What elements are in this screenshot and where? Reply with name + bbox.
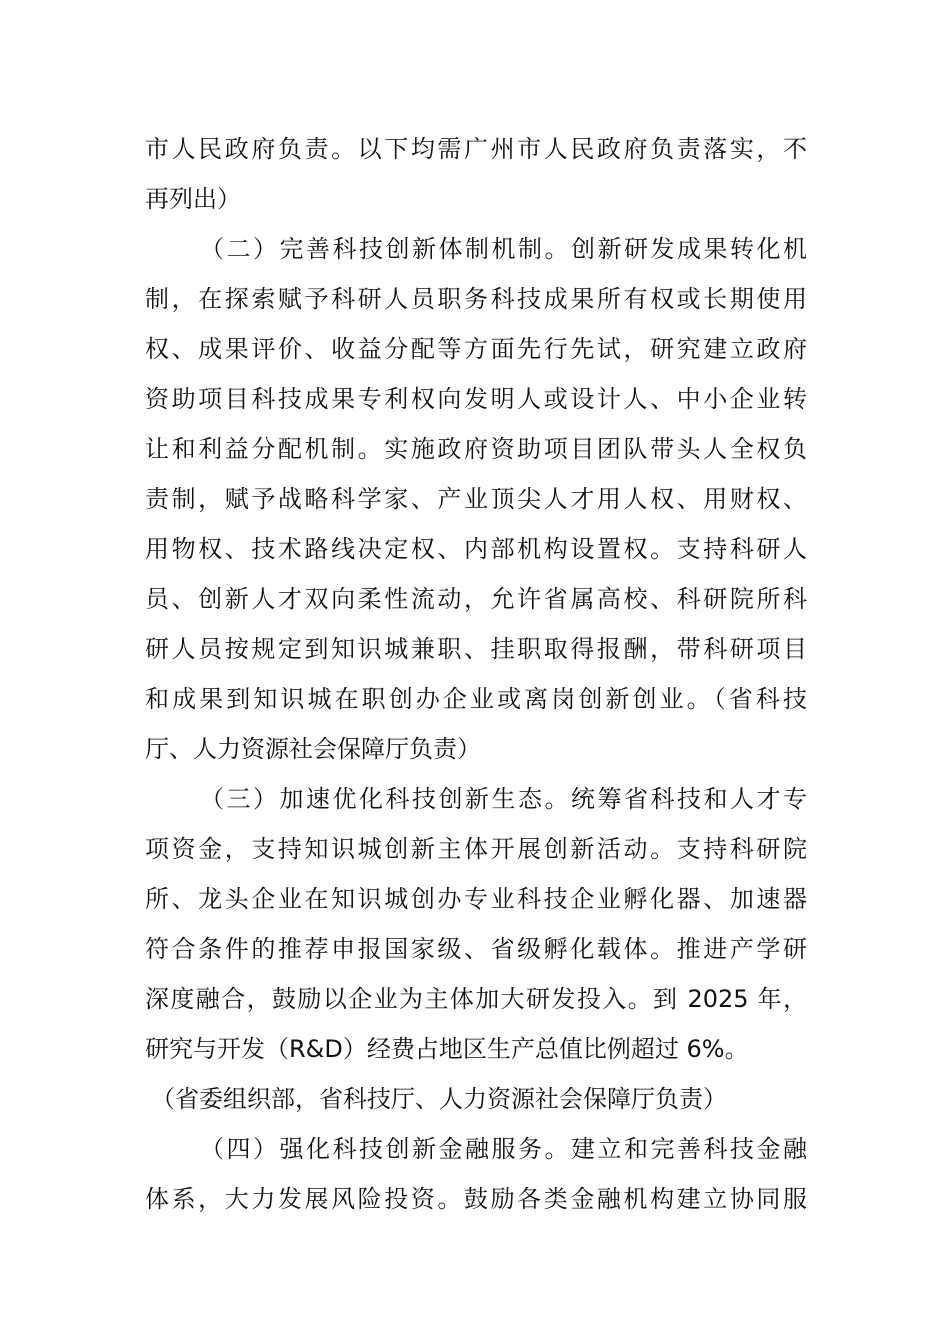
text-line: 体系，大力发展风险投资。鼓励各类金融机构建立协同服 [145, 1185, 807, 1213]
text-line: 责制，赋予战略科学家、产业顶尖人才用人权、用财权、 [145, 485, 807, 513]
text-line: 制，在探索赋予科研人员职务科技成果所有权或长期使用 [145, 285, 807, 313]
text-line: 员、创新人才双向柔性流动，允许省属高校、科研院所科 [145, 585, 807, 613]
section-heading-line: （三）加速优化科技创新生态。统筹省科技和人才专 [200, 785, 807, 813]
text-line: 让和利益分配机制。实施政府资助项目团队带头人全权负 [145, 435, 807, 463]
text-line: 深度融合，鼓励以企业为主体加大研发投入。到 2025 年， [145, 985, 807, 1013]
text-line: （省委组织部，省科技厅、人力资源社会保障厅负责） [151, 1085, 727, 1113]
section-heading-line: （四）强化科技创新金融服务。建立和完善科技金融 [200, 1135, 807, 1163]
text-line: 权、成果评价、收益分配等方面先行先试，研究建立政府 [145, 335, 807, 363]
text-line: 研人员按规定到知识城兼职、挂职取得报酬，带科研项目 [145, 635, 807, 663]
text-line: 所、龙头企业在知识城创办专业科技企业孵化器、加速器 [145, 885, 807, 913]
text-line: 研究与开发（R&D）经费占地区生产总值比例超过 6%。 [145, 1035, 749, 1063]
text-line: 用物权、技术路线决定权、内部机构设置权。支持科研人 [145, 535, 807, 563]
text-line: 再列出） [145, 185, 241, 213]
document-body [145, 124, 807, 1224]
text-line: 市人民政府负责。以下均需广州市人民政府负责落实，不 [145, 135, 807, 163]
section-heading-line: （二）完善科技创新体制机制。创新研发成果转化机 [200, 235, 807, 263]
text-line: 项资金，支持知识城创新主体开展创新活动。支持科研院 [145, 835, 807, 863]
text-line: 符合条件的推荐申报国家级、省级孵化载体。推进产学研 [145, 935, 807, 963]
text-line: 厅、人力资源社会保障厅负责） [145, 735, 481, 763]
text-line: 资助项目科技成果专利权向发明人或设计人、中小企业转 [145, 385, 807, 413]
text-line: 和成果到知识城在职创办企业或离岗创新创业。（省科技 [145, 685, 807, 713]
